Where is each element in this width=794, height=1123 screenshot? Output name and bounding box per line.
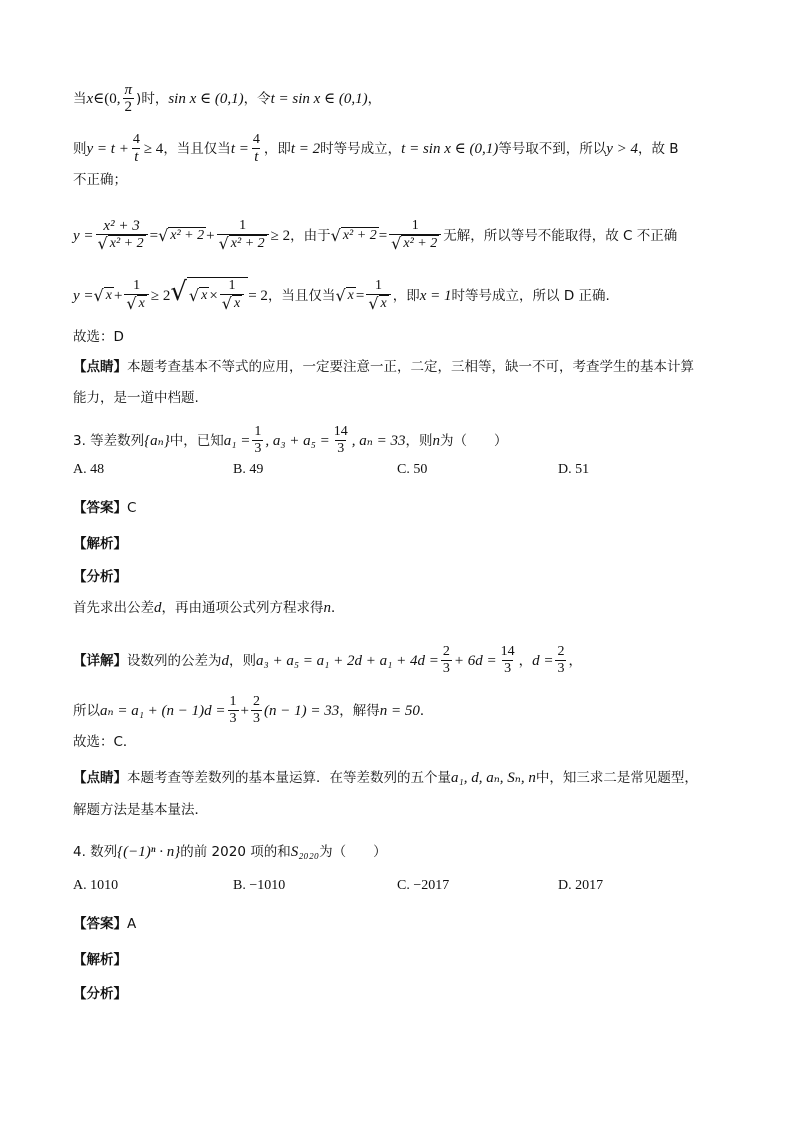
radicand: x² + 2: [403, 236, 438, 251]
math: ≥ 2: [150, 287, 171, 304]
text: ，令: [243, 90, 271, 107]
sqrt: [170, 277, 248, 314]
math: n = 50: [379, 702, 420, 719]
option-c: C. 50: [397, 462, 428, 477]
denominator: [96, 234, 148, 254]
math: n: [323, 600, 331, 616]
math: (n − 1) = 33: [264, 702, 340, 719]
text: 为（ ）: [319, 844, 387, 860]
numerator: 1: [254, 424, 262, 439]
solution-line-3: [73, 170, 734, 190]
text: 所以: [73, 702, 100, 719]
math: n: [432, 432, 440, 449]
question-3: [73, 424, 734, 457]
text: 不正确；: [73, 172, 127, 188]
fraction: [251, 132, 262, 165]
math: +: [240, 702, 249, 719]
radical-sign: √: [170, 277, 187, 307]
option-b: B. 49: [233, 462, 264, 477]
math: d =: [532, 652, 554, 669]
text: 解题方法是基本量法．: [73, 802, 208, 818]
text: 当: [73, 90, 87, 107]
text: 故选：C．: [73, 734, 137, 750]
radical-sign: √: [391, 234, 402, 253]
sqrt: [331, 227, 379, 245]
fraction: [220, 278, 244, 314]
math: ≥ 2: [270, 228, 291, 244]
detail-line-2: [73, 694, 734, 727]
math: a₃ + a₅ = a₁ + 2d + a₁ + 4d =: [256, 652, 439, 669]
solution-line-4: [73, 218, 734, 254]
numerator: 2: [253, 694, 260, 709]
numerator: 2: [442, 644, 450, 659]
radicand: x: [105, 287, 112, 303]
math: ≥ 4: [143, 140, 164, 157]
fraction: [96, 218, 148, 254]
radicand: x² + 2: [170, 228, 205, 243]
text: ，再由通项公式列方程求得: [161, 600, 324, 616]
option-b: B. −1010: [233, 878, 286, 893]
fraction: [228, 694, 239, 727]
section-label: 【点睛】: [73, 770, 127, 786]
section-label: 【点睛】: [73, 359, 127, 375]
solution-line-2: [73, 132, 734, 165]
text: 中，已知: [169, 432, 224, 449]
math: y =: [73, 228, 94, 244]
radical-sign: √: [218, 234, 229, 253]
text: 无解，所以等号不能取得，故 C 不正确: [443, 228, 678, 244]
radicand: x: [234, 296, 241, 311]
fraction: [131, 132, 142, 165]
radical-sign: √: [335, 285, 346, 305]
fraction: [389, 218, 441, 254]
text: 时等号成立，: [320, 140, 402, 157]
numerator: 1: [411, 218, 419, 233]
analysis-sub-heading: [73, 567, 734, 587]
denominator: [366, 294, 390, 314]
text: ，: [367, 90, 382, 107]
text: A: [127, 916, 137, 932]
fraction: [217, 218, 269, 254]
math: =: [149, 228, 159, 244]
math: a₁, d, aₙ, Sₙ, n: [451, 770, 536, 786]
comment-line-2: [73, 388, 734, 408]
math: = 2: [248, 287, 268, 304]
math: x = 1: [419, 287, 452, 304]
math: t = sin x ∈ (0,1): [270, 90, 368, 107]
text: ，则: [229, 652, 256, 669]
math: y = t +: [86, 140, 129, 157]
denominator: t: [134, 149, 139, 165]
math: t =: [230, 140, 249, 157]
radicand: x² + 2: [230, 236, 265, 251]
sqrt: [219, 235, 267, 253]
math: {aₙ}: [144, 432, 170, 449]
radical-sign: √: [93, 285, 104, 305]
text: 则: [73, 140, 87, 157]
math: =: [355, 287, 365, 304]
text: 等号取不到，所以: [498, 140, 607, 157]
text: ，故 B: [637, 140, 679, 157]
section-label: 【分析】: [73, 569, 127, 585]
analysis-sub-heading-2: [73, 984, 734, 1004]
fraction: [123, 82, 135, 115]
math: S₂₀₂₀: [290, 844, 320, 860]
denominator: t: [254, 149, 259, 165]
sqrt: [222, 295, 242, 313]
text: 本题考查等差数列的基本量运算．在等差数列的五个量: [127, 770, 451, 786]
fraction: [499, 644, 517, 677]
fraction: [251, 694, 262, 727]
radicand: [187, 277, 248, 314]
denominator: 3: [253, 711, 260, 726]
section-label: 【解析】: [73, 952, 127, 968]
radicand: x: [201, 288, 208, 303]
denominator: 3: [442, 661, 450, 676]
question-number: 3. 等差数列: [73, 432, 145, 449]
radical-sign: √: [158, 226, 169, 245]
text: ，: [568, 652, 582, 669]
fraction: [332, 424, 350, 457]
solution-line-1: [73, 82, 734, 115]
answer-line: [73, 498, 734, 518]
numerator: 4: [132, 132, 140, 147]
denominator: [220, 294, 244, 314]
fraction: [366, 278, 390, 314]
denominator: 3: [254, 441, 262, 456]
math: +: [206, 228, 215, 244]
numerator: 1: [375, 277, 383, 293]
fraction: [124, 278, 148, 314]
math: d: [221, 652, 229, 669]
comment-line-4: [73, 800, 734, 820]
numerator: 1: [228, 278, 236, 293]
text: ．: [419, 702, 434, 719]
text: C: [127, 500, 137, 516]
question-4: [73, 842, 734, 862]
text: 故选：D: [73, 329, 124, 345]
math: sin x ∈ (0,1): [168, 90, 244, 107]
text: ．: [331, 600, 345, 616]
text: 的前 2020 项的和: [180, 844, 291, 860]
option-a: A. 1010: [73, 878, 119, 893]
math: ∈(0,: [93, 90, 121, 107]
radical-sign: √: [330, 226, 341, 245]
option-c: C. −2017: [397, 878, 450, 893]
denominator: [389, 234, 441, 254]
text: 时等号成立，所以 D 正确.: [451, 287, 610, 304]
denominator: 3: [557, 661, 565, 676]
radical-sign: √: [221, 294, 232, 313]
radicand: x: [347, 287, 354, 303]
math: ×: [209, 288, 218, 304]
denominator: 2: [124, 99, 133, 115]
math: y =: [73, 287, 94, 304]
sqrt: [126, 295, 146, 313]
radicand: x: [380, 295, 387, 311]
numerator: 1: [229, 694, 237, 709]
numerator: 14: [333, 424, 348, 439]
text: ，则: [405, 432, 433, 449]
denominator: [124, 294, 148, 314]
math: t = 2: [290, 140, 321, 157]
math: {(−1)ⁿ · n}: [117, 844, 181, 860]
text: ，即: [263, 140, 291, 157]
math: , a₃ + a₅ =: [265, 432, 330, 449]
text: ，当且仅当: [163, 140, 231, 157]
section-label: 【答案】: [73, 916, 127, 932]
radical-sign: √: [126, 293, 137, 313]
analysis-line: [73, 598, 734, 618]
radicand: x² + 2: [109, 236, 144, 251]
sqrt: [189, 287, 209, 305]
text: 设数列的公差为: [127, 652, 222, 669]
fraction: [555, 644, 566, 677]
analysis-heading-2: [73, 950, 734, 970]
text: 能力，是一道中档题.: [73, 390, 199, 406]
analysis-heading: [73, 534, 734, 554]
answer-choice-line-2: [73, 732, 734, 752]
math: aₙ = a₁ + (n − 1)d =: [100, 702, 226, 719]
comment-line-3: [73, 768, 734, 788]
sqrt: [98, 235, 146, 253]
numerator: 1: [133, 277, 141, 293]
math: , aₙ = 33: [351, 432, 406, 449]
math: y > 4: [606, 140, 638, 157]
text: )时，: [136, 90, 169, 107]
section-label: 【分析】: [73, 986, 127, 1002]
numerator: 4: [252, 132, 260, 147]
radicand: x: [138, 295, 145, 311]
detail-line-1: [73, 644, 734, 677]
solution-line-5: [73, 277, 734, 314]
section-label: 【解析】: [73, 536, 127, 552]
math: =: [378, 228, 388, 244]
sqrt: [335, 287, 355, 305]
text: 为（ ）: [439, 432, 508, 449]
sqrt: [368, 295, 388, 313]
math: + 6d =: [453, 652, 497, 669]
denominator: 3: [229, 711, 237, 726]
denominator: [217, 234, 269, 254]
text: 本题考查基本不等式的应用，一定要注意一正，二定，三相等，缺一不可，考查学生的基本计算: [127, 359, 694, 375]
sqrt: [94, 287, 114, 305]
math: a₁ =: [223, 432, 251, 449]
option-d: D. 51: [558, 462, 590, 477]
sqrt: [391, 235, 439, 253]
option-a: A. 48: [73, 462, 105, 477]
radical-sign: √: [97, 234, 108, 253]
radicand: x² + 2: [342, 228, 377, 243]
radical-sign: √: [188, 286, 200, 305]
text: 首先求出公差: [73, 600, 154, 616]
text: ，解得: [339, 702, 380, 719]
text: 中，知三求二是常见题型，: [535, 770, 698, 786]
text: ，由于: [290, 228, 331, 244]
math: x: [86, 90, 94, 107]
comment-line-1: [73, 357, 734, 377]
text: ，即: [392, 287, 420, 304]
fraction: [441, 644, 452, 677]
question-number: 4. 数列: [73, 844, 118, 860]
numerator: 2: [557, 644, 565, 659]
answer-line-2: [73, 914, 734, 934]
numerator: x² + 3: [103, 218, 140, 234]
denominator: 3: [504, 661, 512, 676]
section-label: 【详解】: [73, 652, 127, 669]
numerator: 1: [239, 218, 247, 233]
sqrt: [158, 227, 206, 245]
math: +: [113, 287, 123, 304]
answer-choice-line: [73, 327, 734, 347]
fraction: [252, 424, 263, 457]
text: ，: [518, 652, 533, 669]
math: t = sin x ∈ (0,1): [401, 140, 499, 157]
denominator: 3: [337, 441, 345, 456]
numerator: 14: [500, 644, 515, 659]
math: d: [154, 600, 162, 616]
numerator: π: [124, 82, 133, 98]
option-d: D. 2017: [558, 878, 604, 893]
section-label: 【答案】: [73, 500, 127, 516]
radical-sign: √: [368, 293, 379, 313]
text: ，当且仅当: [267, 287, 336, 304]
